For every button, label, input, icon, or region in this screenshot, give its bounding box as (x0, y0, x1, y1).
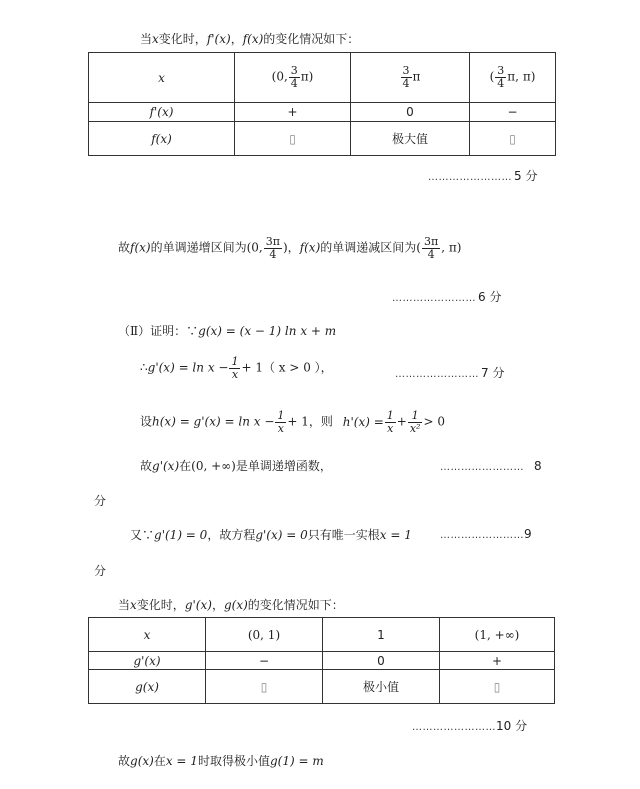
table1-point: $\frac{3}{4}$ π (351, 53, 470, 103)
score-6: …………………… 6 分 (392, 290, 502, 304)
table1-function-row: f(x) ▯ 极大值 ▯ (89, 122, 556, 156)
table1-interval-1: (0, $\frac{3}{4}$ π) (235, 53, 351, 103)
score-10: ……………………10 分 (412, 719, 528, 733)
score-9-unit: 分 (94, 564, 107, 578)
table-g-variation (88, 617, 555, 704)
decreasing-arrow-icon: ▯ (470, 122, 556, 156)
score-7: …………………… 7 分 (395, 366, 505, 380)
minimum-value-line: 故g(x)在x = 1时取得极小值g(1) = m (118, 754, 324, 768)
table2-derivative-row: g'(x) − 0 + (89, 652, 555, 670)
score-5: …………………… 5 分 (428, 169, 538, 183)
table2-intro: 当x变化时，g'(x)，g(x)的变化情况如下： (118, 598, 344, 612)
table2-function-row: g(x) ▯ 极小值 ▯ (89, 670, 555, 704)
decreasing-arrow-icon: ▯ (206, 670, 323, 704)
table2-header-row: x (0, 1) 1 (1, +∞) (89, 618, 555, 652)
table1-x-header: x (89, 53, 235, 103)
increasing-arrow-icon: ▯ (440, 670, 555, 704)
increasing-function-line: 故g'(x)在(0, +∞)是单调递增函数， (140, 459, 332, 473)
g-derivative-line: ∴g'(x) = ln x − $\frac{1}{x}$ + 1（ x > 0 ）， (140, 355, 333, 381)
proof-part-2: （Ⅱ）证明：∵g(x) = (x − 1) ln x + m (118, 324, 337, 338)
score-8-unit: 分 (94, 494, 107, 508)
table-f-variation (88, 52, 556, 156)
table1-header-row (89, 53, 556, 103)
unique-root-line: 又∵g'(1) = 0，故方程g'(x) = 0只有唯一实根x = 1 (130, 528, 412, 542)
table1-derivative-row: f'(x) + 0 − (89, 103, 556, 122)
score-9: ……………………9 (440, 527, 532, 541)
h-definition-line: 设h(x) = g'(x) = ln x − $\frac{1}{x}$ + 1，则 h'(x) = $\frac{1}{x}$ + $\frac{1}{\text{x²}}$ > 0 (140, 409, 445, 435)
increasing-arrow-icon: ▯ (235, 122, 351, 156)
score-8: …………………… 8 (440, 459, 542, 473)
monotonic-intervals-line: 故f(x)的单调递增区间为(0, $\frac{3\pi}{4}$ )，f(x)的单调递减区间为( $\frac{3\pi}{4}$ , π) (118, 235, 462, 261)
table1-interval-2: ( $\frac{3}{4}$ π, π) (470, 53, 556, 103)
table1-intro: 当x变化时，f'(x)，f(x)的变化情况如下： (140, 32, 360, 46)
